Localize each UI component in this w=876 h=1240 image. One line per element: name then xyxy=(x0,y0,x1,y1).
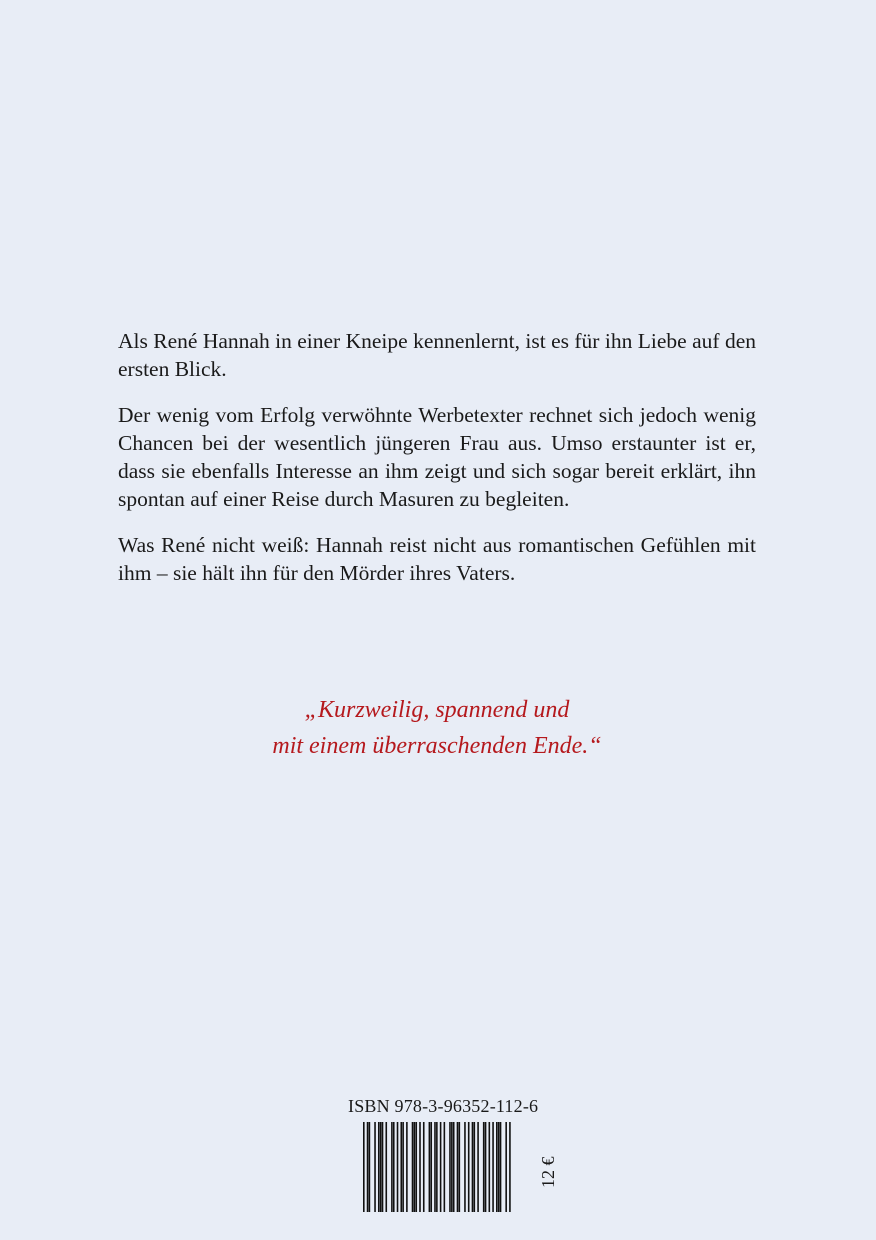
barcode-bar xyxy=(477,1122,479,1212)
price-label: 12 € xyxy=(538,1156,558,1188)
isbn-label: ISBN 978-3-96352-112-6 xyxy=(348,1096,539,1116)
barcode-bar xyxy=(509,1122,511,1212)
barcode-bar xyxy=(380,1122,382,1212)
barcode-bar xyxy=(459,1122,461,1212)
barcode-bar xyxy=(419,1122,421,1212)
barcode-bar xyxy=(400,1122,402,1212)
barcode-bar xyxy=(434,1122,436,1212)
barcode-bar xyxy=(385,1122,387,1212)
barcode-bar xyxy=(464,1122,466,1212)
blurb-paragraph-1: Als René Hannah in einer Kneipe kennenlernt, ist es für ihn Liebe auf den ersten Blick. xyxy=(118,329,756,381)
barcode-bar xyxy=(374,1122,376,1212)
blurb-text xyxy=(118,327,756,605)
barcode-bar xyxy=(429,1122,431,1212)
barcode-bar xyxy=(498,1122,500,1212)
barcode-bar xyxy=(414,1122,416,1212)
barcode-bar xyxy=(402,1122,404,1212)
barcode-bar xyxy=(472,1122,474,1212)
quote-line-2: mit einem überraschenden Ende.“ xyxy=(272,733,602,759)
quote-line-1: „Kurzweilig, spannend und xyxy=(304,697,570,723)
review-quote xyxy=(118,692,756,764)
barcode-bar xyxy=(451,1122,453,1212)
barcode-bar xyxy=(444,1122,446,1212)
barcode-bar xyxy=(457,1122,459,1212)
blurb-paragraph-3: Was René nicht weiß: Hannah reist nicht aus romantischen Gefühlen mit ihm – sie hält ihn für den Mörder ihres Vaters. xyxy=(118,533,756,585)
barcode-bar xyxy=(406,1122,408,1212)
barcode-bar xyxy=(397,1122,399,1212)
barcode xyxy=(363,1122,511,1212)
barcode-bar xyxy=(430,1122,432,1212)
barcode-bar xyxy=(453,1122,455,1212)
barcode-bar xyxy=(440,1122,442,1212)
barcode-bar xyxy=(468,1122,470,1212)
barcode-bar xyxy=(369,1122,371,1212)
barcode-bar xyxy=(485,1122,487,1212)
barcode-bar xyxy=(496,1122,498,1212)
barcode-bar xyxy=(378,1122,380,1212)
barcode-bar xyxy=(412,1122,414,1212)
blurb-paragraph-2: Der wenig vom Erfolg verwöhnte Werbetexter rechnet sich jedoch wenig Chancen bei der wesentlich jüngeren Frau aus. Umso erstaunter ist er, dass sie ebenfalls Interesse an ihm zeigt und sich sogar bereit erklärt, ihn spontan auf einer Reise durch Masuren zu begleiten. xyxy=(118,403,756,511)
barcode-bar xyxy=(391,1122,393,1212)
barcode-bar xyxy=(505,1122,507,1212)
barcode-bar xyxy=(500,1122,502,1212)
barcode-bar xyxy=(367,1122,369,1212)
barcode-bar xyxy=(436,1122,438,1212)
barcode-bar xyxy=(449,1122,451,1212)
barcode-bar xyxy=(415,1122,417,1212)
barcode-bar xyxy=(474,1122,476,1212)
barcode-bar xyxy=(483,1122,485,1212)
barcode-bar xyxy=(382,1122,384,1212)
barcode-bar xyxy=(492,1122,494,1212)
barcode-bar xyxy=(393,1122,395,1212)
barcode-bar xyxy=(423,1122,425,1212)
barcode-bar xyxy=(489,1122,491,1212)
barcode-bar xyxy=(363,1122,365,1212)
